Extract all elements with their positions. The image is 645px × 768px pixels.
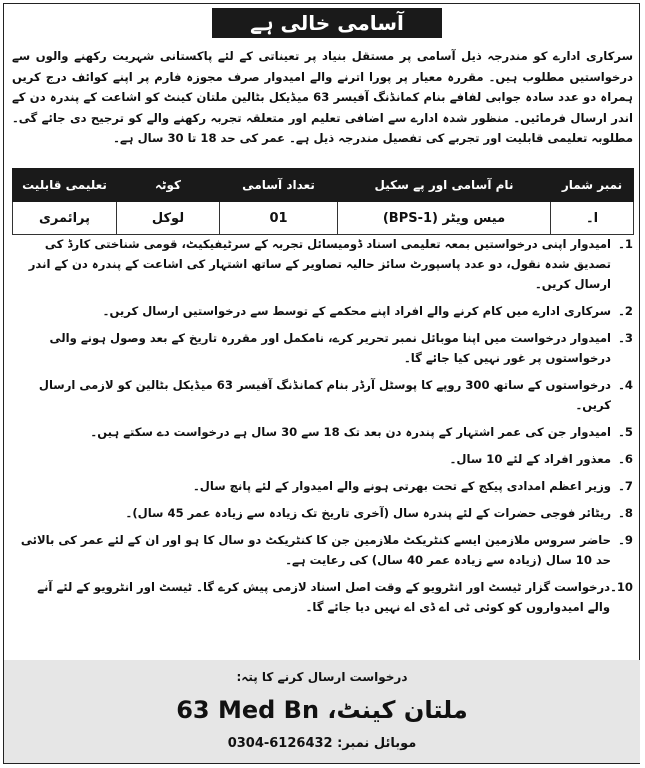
mobile-number: 0304-6126432 bbox=[227, 736, 333, 751]
conditions-list bbox=[12, 234, 633, 624]
mobile-line bbox=[4, 736, 640, 751]
mobile-label: موبائل نمبر: bbox=[337, 736, 417, 751]
table-row bbox=[13, 202, 634, 235]
condition-text: سرکاری ادارے میں کام کرنے والے افراد اپنے محکمے کے توسط سے درخواستیں ارسال کریں۔ bbox=[102, 304, 611, 318]
condition-item bbox=[12, 375, 633, 415]
unit-city: ملتان کینٹ bbox=[336, 696, 468, 724]
condition-number: 5۔ bbox=[618, 425, 633, 439]
intro-paragraph: سرکاری ادارے کو مندرجہ ذیل آسامی پر مستقل بنیاد پر تعیناتی کے لئے پاکستانی شہریت رکھنے والوں سے درخواستیں مطلوب ہیں۔ مقررہ معیار پر پورا اترنے والے امیدوار صرف مجوزہ فارم پر اپنے کوائف درج کریں ہمراہ دو عدد سادہ جوابی لفافے بنام کمانڈنگ آفیسر 63 میڈیکل بٹالین ملتان کینٹ کو اشاعت کے پندرہ دن کے اندر ارسال فرمائیں۔ منظور شدہ ادارے سے اضافی تعلیم اور متعلقہ تجربہ رکھنے والے کو ترجیح دی جائے گی۔ مطلوبہ تعلیمی قابلیت اور تجربے کی تفصیل مندرجہ ذیل ہے۔ عمر کی حد 18 تا 30 سال ہے۔ bbox=[12, 49, 633, 145]
cell-quota: لوکل bbox=[117, 202, 220, 235]
condition-number: 7۔ bbox=[618, 479, 633, 493]
condition-text: درخواست گزار ٹیسٹ اور انٹرویو کے وقت اصل اسناد لازمی پیش کرے گا۔ ٹیسٹ اور انٹرویو کے لئے آنے والے امیدواروں کو کوئی ٹی اے ڈی اے نہیں دیا جائے گا۔ bbox=[37, 580, 611, 614]
condition-item bbox=[12, 328, 633, 368]
address-footer bbox=[4, 660, 640, 763]
header-post-name: نام آسامی اور پے سکیل bbox=[338, 169, 551, 202]
condition-number: 4۔ bbox=[618, 378, 633, 392]
header-serial: نمبر شمار bbox=[551, 169, 634, 202]
posts-table-header-row bbox=[13, 169, 634, 202]
condition-text: امیدوار جن کی عمر اشتہار کے پندرہ دن بعد تک 18 سے 30 سال ہے درخواست دے سکتے ہیں۔ bbox=[90, 425, 611, 439]
condition-number: 6۔ bbox=[618, 452, 633, 466]
condition-item bbox=[12, 476, 633, 496]
header-education: تعلیمی قابلیت bbox=[13, 169, 117, 202]
condition-number: 10۔ bbox=[610, 580, 633, 594]
condition-item bbox=[12, 422, 633, 442]
condition-item bbox=[12, 577, 633, 617]
posts-table bbox=[12, 168, 634, 235]
header-quota: کوٹہ bbox=[117, 169, 220, 202]
condition-item bbox=[12, 234, 633, 294]
condition-number: 1۔ bbox=[618, 237, 633, 251]
ad-title: آسامی خالی ہے bbox=[212, 8, 442, 38]
condition-item bbox=[12, 449, 633, 469]
cell-serial: ا۔ bbox=[551, 202, 634, 235]
condition-text: وزیر اعظم امدادی پیکج کے تحت بھرتی ہونے والے امیدوار کے لئے پانچ سال۔ bbox=[192, 479, 611, 493]
condition-number: 8۔ bbox=[618, 506, 633, 520]
unit-number: 63 Med Bn bbox=[176, 696, 320, 724]
cell-post-name: میس ویٹر (BPS-1) bbox=[338, 202, 551, 235]
condition-number: 9۔ bbox=[618, 533, 633, 547]
condition-item bbox=[12, 301, 633, 321]
condition-text: حاضر سروس ملازمین ایسے کنٹریکٹ ملازمین جن کا کنٹریکٹ دو سال کا ہو اور ان کے لئے عمر کی بالائی حد 10 سال (زیادہ سے زیادہ عمر 40 سال) کی رعایت ہے۔ bbox=[20, 533, 611, 567]
cell-post-count: 01 bbox=[220, 202, 338, 235]
condition-text: امیدوار اپنی درخواستیں بمعہ تعلیمی اسناد ڈومیسائل تجربہ کے سرٹیفیکیٹ، قومی شناختی کارڈ کی تصدیق شدہ نقول، دو عدد پاسپورٹ سائز حالیہ تصاویر کے ساتھ اشتہار کی اشاعت کے پندرہ دن کے اندر ارسال کریں۔ bbox=[28, 237, 611, 291]
condition-number: 2۔ bbox=[618, 304, 633, 318]
condition-text: امیدوار درخواست میں اپنا موبائل نمبر تحریر کرے، نامکمل اور مقررہ تاریخ کے بعد وصول ہونے والی درخواستوں پر غور نہیں کیا جائے گا۔ bbox=[49, 331, 611, 365]
condition-item bbox=[12, 503, 633, 523]
unit-address: ملتان کینٹ، 63 Med Bn bbox=[176, 696, 468, 724]
condition-text: درخواستوں کے ساتھ 300 روپے کا پوسٹل آرڈر بنام کمانڈنگ آفیسر 63 میڈیکل بٹالین کو لازمی ارسال کریں۔ bbox=[38, 378, 611, 412]
cell-education: پرائمری bbox=[13, 202, 117, 235]
condition-number: 3۔ bbox=[618, 331, 633, 345]
condition-item bbox=[12, 530, 633, 570]
header-post-count: تعداد آسامی bbox=[220, 169, 338, 202]
condition-text: ریٹائر فوجی حضرات کے لئے پندرہ سال (آخری تاریخ تک زیادہ سے زیادہ عمر 45 سال)۔ bbox=[125, 506, 611, 520]
address-label: درخواست ارسال کرنے کا پتہ: bbox=[236, 670, 408, 684]
condition-text: معذور افراد کے لئے 10 سال۔ bbox=[449, 452, 611, 466]
